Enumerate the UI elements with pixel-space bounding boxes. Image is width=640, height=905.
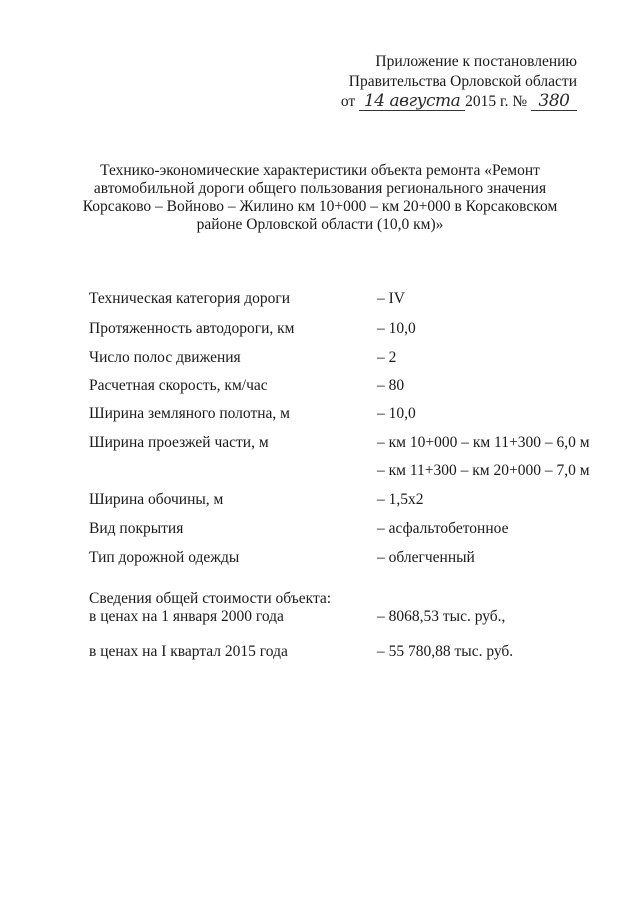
char-value-surface: – асфальтобетонное: [377, 520, 509, 537]
cost-2015-label: в ценах на I квартал 2015 года: [89, 643, 288, 660]
document-title: Технико-экономические характеристики объекта ремонта «Ремонт автомобильной дороги общего пользования регионального значения Корсаково – Войново – Жилино км 10+000 – км 20+000 в Корсаковском районе Орловской области (10,0 км)»: [82, 162, 558, 233]
char-label-shoulder-width: Ширина обочины, м: [89, 491, 224, 508]
char-value-subgrade-width: – 10,0: [377, 405, 416, 422]
char-value-carriageway-width-2: – км 11+300 – км 20+000 – 7,0 м: [377, 462, 590, 479]
year-text: 2015 г. №: [465, 93, 528, 110]
appendix-date-line: [317, 92, 577, 112]
appendix-line-1: Приложение к постановлению: [375, 53, 577, 70]
char-label-category: Техническая категория дороги: [89, 290, 291, 307]
char-value-pavement-type: – облегченный: [377, 549, 475, 566]
from-prefix: от: [340, 93, 356, 110]
char-value-lanes: – 2: [377, 349, 397, 366]
char-label-subgrade-width: Ширина земляного полотна, м: [89, 405, 290, 422]
char-label-speed: Расчетная скорость, км/час: [89, 377, 268, 394]
char-label-surface: Вид покрытия: [89, 520, 184, 537]
char-value-shoulder-width: – 1,5х2: [377, 491, 424, 508]
appendix-header: [317, 52, 577, 112]
cost-2015-value: – 55 780,88 тыс. руб.: [377, 643, 514, 660]
char-value-carriageway-width-1: – км 10+000 – км 11+300 – 6,0 м: [377, 434, 590, 451]
char-value-category: – IV: [377, 290, 405, 307]
char-label-lanes: Число полос движения: [89, 349, 241, 366]
char-value-speed: – 80: [377, 377, 405, 394]
cost-2000-label: в ценах на 1 января 2000 года: [89, 608, 284, 625]
appendix-line-2: Правительства Орловской области: [348, 73, 577, 90]
handwritten-number: 380: [538, 91, 570, 111]
cost-2000-value: – 8068,53 тыс. руб.,: [377, 608, 506, 625]
char-label-carriageway-width: Ширина проезжей части, м: [89, 434, 269, 451]
cost-heading: Сведения общей стоимости объекта:: [89, 590, 332, 607]
char-label-pavement-type: Тип дорожной одежды: [89, 549, 240, 566]
char-label-length: Протяженность автодороги, км: [89, 320, 295, 337]
handwritten-date: 14 августа: [363, 91, 461, 111]
char-value-length: – 10,0: [377, 320, 416, 337]
